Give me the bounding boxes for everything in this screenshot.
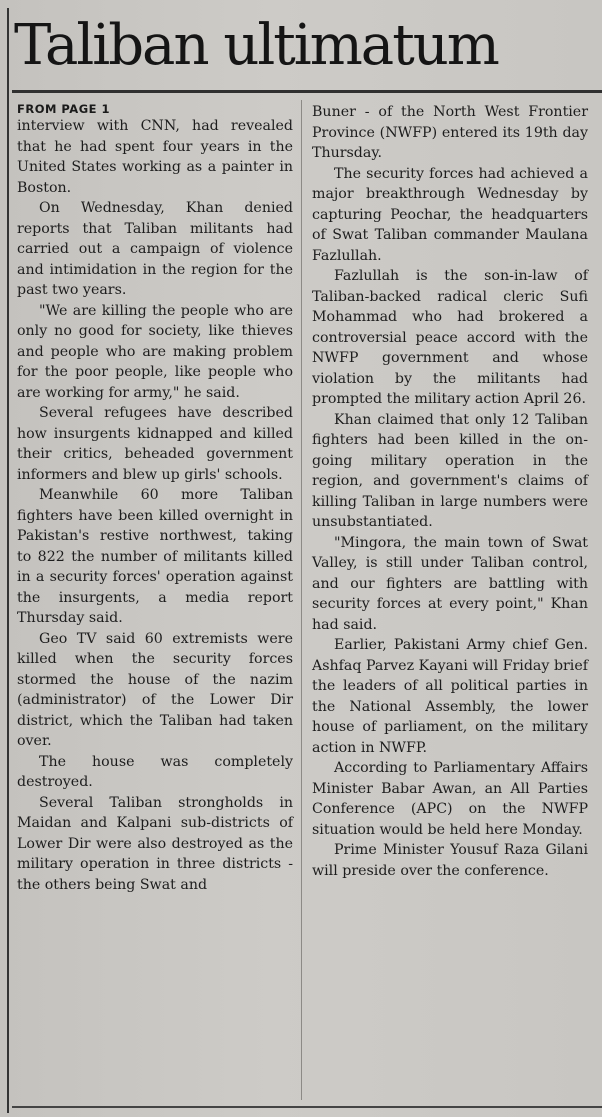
paragraph: Fazlullah is the son-in-law of Taliban-backed radical cleric Sufi Mohammad who had brokered a controversial peace accord with the NWFP government and whose violation by the militants had prompted the military action April 26. (312, 268, 588, 407)
paragraph: interview with CNN, had revealed that he had spent four years in the United States working as a painter in Boston. (17, 118, 293, 196)
kicker: FROM PAGE 1 (17, 102, 111, 116)
article-column-right (312, 102, 588, 881)
bottom-rule (12, 1106, 602, 1108)
column-divider (301, 100, 302, 1100)
headline: Taliban ultimatum (14, 13, 498, 78)
paragraph: Earlier, Pakistani Army chief Gen. Ashfaq Parvez Kayani will Friday brief the leaders of all political parties in the National Assembly, the lower house of parliament, on the military action in NWFP. (312, 637, 588, 756)
paragraph: Buner - of the North West Frontier Province (NWFP) entered its 19th day Thursday. (312, 104, 588, 161)
paragraph: Prime Minister Yousuf Raza Gilani will preside over the conference. (312, 842, 588, 879)
paragraph: Several Taliban strongholds in Maidan and Kalpani sub-districts of Lower Dir were also destroyed as the military operation in three districts - the others being Swat and (17, 794, 293, 893)
paragraph: Geo TV said 60 extremists were killed when the security forces stormed the house of the nazim (administrator) of the Lower Dir district, which the Taliban had taken over. (17, 630, 293, 749)
article-column-left (17, 102, 293, 895)
paragraph: Meanwhile 60 more Taliban fighters have been killed overnight in Pakistan's restive northwest, taking to 822 the number of militants killed in a security forces' operation against the insurgents, a media report Thursday said. (17, 487, 293, 626)
paragraph: Several refugees have described how insurgents kidnapped and killed their critics, beheaded government informers and blew up girls' schools. (17, 405, 293, 483)
paragraph: The security forces had achieved a major breakthrough Wednesday by capturing Peochar, the headquarters of Swat Taliban commander Maulana Fazlullah. (312, 165, 588, 264)
column-border-left (7, 8, 9, 1113)
paragraph: "We are killing the people who are only no good for society, like thieves and people who are making problem for the poor people, like people who are working for army," he said. (17, 302, 293, 401)
paragraph: "Mingora, the main town of Swat Valley, is still under Taliban control, and our fighters are battling with security forces at every point," Khan had said. (312, 534, 588, 633)
paragraph: Khan claimed that only 12 Taliban fighters had been killed in the on-going military operation in the region, and government's claims of killing Taliban in large numbers were unsubstantiated. (312, 411, 588, 530)
headline-rule (12, 90, 602, 93)
paragraph: According to Parliamentary Affairs Minister Babar Awan, an All Parties Conference (APC) on the NWFP situation would be held here Monday. (312, 760, 588, 838)
paragraph: On Wednesday, Khan denied reports that Taliban militants had carried out a campaign of violence and intimidation in the region for the past two years. (17, 200, 293, 298)
paragraph: The house was completely destroyed. (17, 753, 293, 790)
